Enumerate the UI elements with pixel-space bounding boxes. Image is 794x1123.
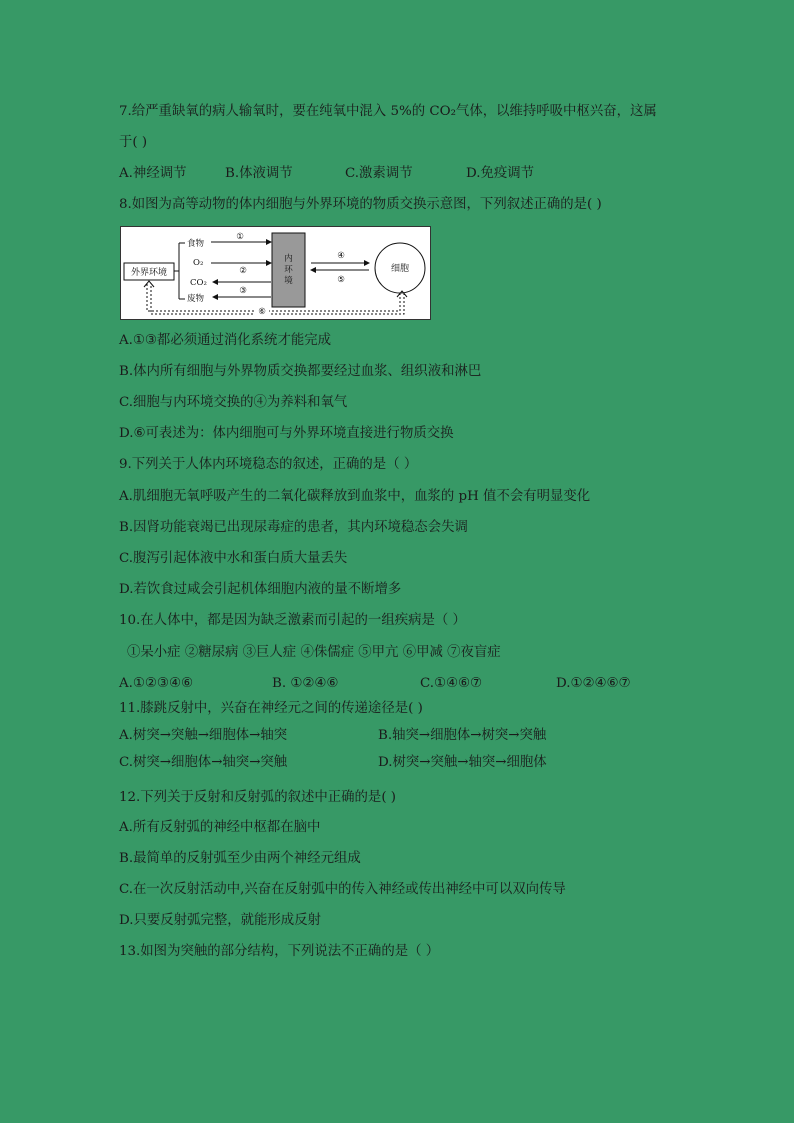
q11-option-d: D.树突→突触→轴突→细胞体 [378,755,547,770]
diagram-inner-env-1: 内 [284,254,293,264]
diagram-n4: ④ [337,251,345,261]
q10-option-c: C.①④⑥⑦ [420,676,483,691]
q12-option-d: D.只要反射弧完整，就能形成反射 [119,913,321,928]
q11-option-a: A.树突→突触→细胞体→轴突 [119,728,288,743]
q9-option-a: A.肌细胞无氧呼吸产生的二氧化碳释放到血浆中，血浆的 pH 值不会有明显变化 [119,489,591,504]
q11-option-c: C.树突→细胞体→轴突→突触 [119,755,288,770]
diagram-inner-env-3: 境 [284,276,293,286]
diagram-n6: ⑥ [258,307,266,317]
q7-stem-line2: 于( ) [119,135,148,150]
q10-items: ①呆小症 ②糖尿病 ③巨人症 ④侏儒症 ⑤甲亢 ⑥甲减 ⑦夜盲症 [127,645,501,660]
diagram-co2: CO₂ [190,278,207,288]
diagram-n3: ③ [239,286,247,296]
q12-option-a: A.所有反射弧的神经中枢都在脑中 [119,820,321,835]
q13-stem: 13.如图为突触的部分结构，下列说法不正确的是（ ） [119,944,440,959]
q7-stem-line1: 7.给严重缺氧的病人输氧时，要在纯氧中混入 5%的 CO₂气体，以维持呼吸中枢兴奋，这属 [119,104,657,119]
q8-option-a: A.①③都必须通过消化系统才能完成 [119,333,332,348]
diagram-food: 食物 [187,239,205,249]
q10-option-a: A.①②③④⑥ [119,676,193,691]
diagram-waste: 废物 [187,294,205,304]
q12-option-b: B.最简单的反射弧至少由两个神经元组成 [119,851,361,866]
diagram-outer-env: 外界环境 [130,268,168,278]
q8-option-c: C.细胞与内环境交换的④为养料和氧气 [119,395,348,410]
q8-option-d: D.⑥可表述为：体内细胞可与外界环境直接进行物质交换 [119,426,454,441]
q9-option-d: D.若饮食过咸会引起机体细胞内液的量不断增多 [119,582,402,597]
q7-option-d: D.免疫调节 [466,166,535,181]
q9-option-b: B.因肾功能衰竭已出现尿毒症的患者，其内环境稳态会失调 [119,520,468,535]
q12-option-c: C.在一次反射活动中,兴奋在反射弧中的传入神经或传出神经中可以双向传导 [119,882,566,897]
q10-option-d: D.①②④⑥⑦ [556,676,631,691]
q7-option-c: C.激素调节 [345,166,413,181]
q10-option-b: B. ①②④⑥ [272,676,339,691]
q8-stem: 8.如图为高等动物的体内细胞与外界环境的物质交换示意图，下列叙述正确的是( ) [119,197,602,212]
q11-option-b: B.轴突→细胞体→树突→突触 [378,728,547,743]
diagram-cell: 细胞 [390,264,410,274]
q11-stem: 11.膝跳反射中，兴奋在神经元之间的传递途径是( ) [119,701,423,716]
q10-stem: 10.在人体中，都是因为缺乏激素而引起的一组疾病是（ ） [119,613,466,628]
q9-option-c: C.腹泻引起体液中水和蛋白质大量丢失 [119,551,348,566]
q8-option-b: B.体内所有细胞与外界物质交换都要经过血浆、组织液和淋巴 [119,364,482,379]
diagram-n1: ① [236,232,244,242]
diagram-n5: ⑤ [337,275,345,285]
q7-option-b: B.体液调节 [225,166,293,181]
diagram-n2: ② [239,266,247,276]
q9-stem: 9.下列关于人体内环境稳态的叙述，正确的是（ ） [119,457,418,472]
q12-stem: 12.下列关于反射和反射弧的叙述中正确的是( ) [119,790,397,805]
diagram-o2: O₂ [193,258,204,268]
q7-option-a: A.神经调节 [119,166,187,181]
diagram-inner-env-2: 环 [284,265,293,275]
q8-exchange-diagram [120,226,431,320]
